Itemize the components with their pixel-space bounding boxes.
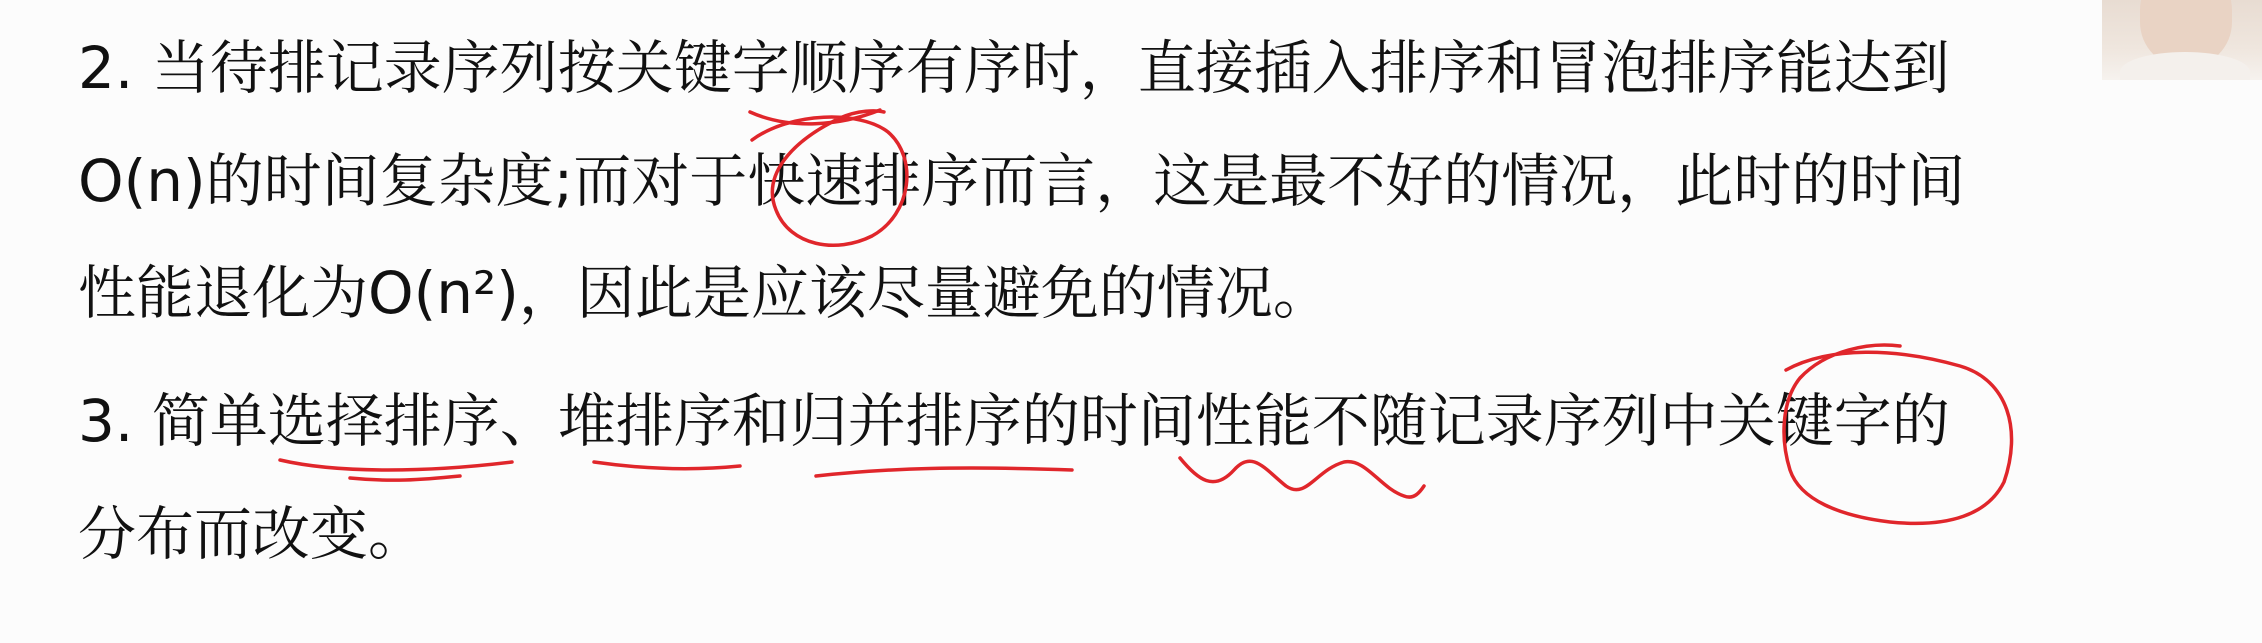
paragraph-3-line-1: 3. 简单选择排序、堆排序和归并排序的时间性能不随记录序列中关键字的 xyxy=(78,387,1950,455)
underline-selection-sort-second xyxy=(350,476,460,480)
presenter-collar xyxy=(2120,52,2250,80)
underline-merge-sort xyxy=(816,468,1072,476)
paragraph-3-line-2: 分布而改变。 xyxy=(78,500,427,568)
underline-heap-sort xyxy=(594,462,740,469)
underline-selection-sort xyxy=(280,460,512,470)
paragraph-2-line-2: O(n)的时间复杂度;而对于快速排序而言，这是最不好的情况，此时的时间 xyxy=(78,147,1966,215)
wavy-underline-time-performance xyxy=(1180,458,1424,497)
tick-mark-line1 xyxy=(750,110,880,124)
paragraph-2-line-3: 性能退化为O(n²)，因此是应该尽量避免的情况。 xyxy=(78,259,1331,327)
presenter-webcam xyxy=(2102,0,2262,80)
paragraph-2-line-1: 2. 当待排记录序列按关键字顺序有序时，直接插入排序和冒泡排序能达到 xyxy=(78,34,1950,102)
